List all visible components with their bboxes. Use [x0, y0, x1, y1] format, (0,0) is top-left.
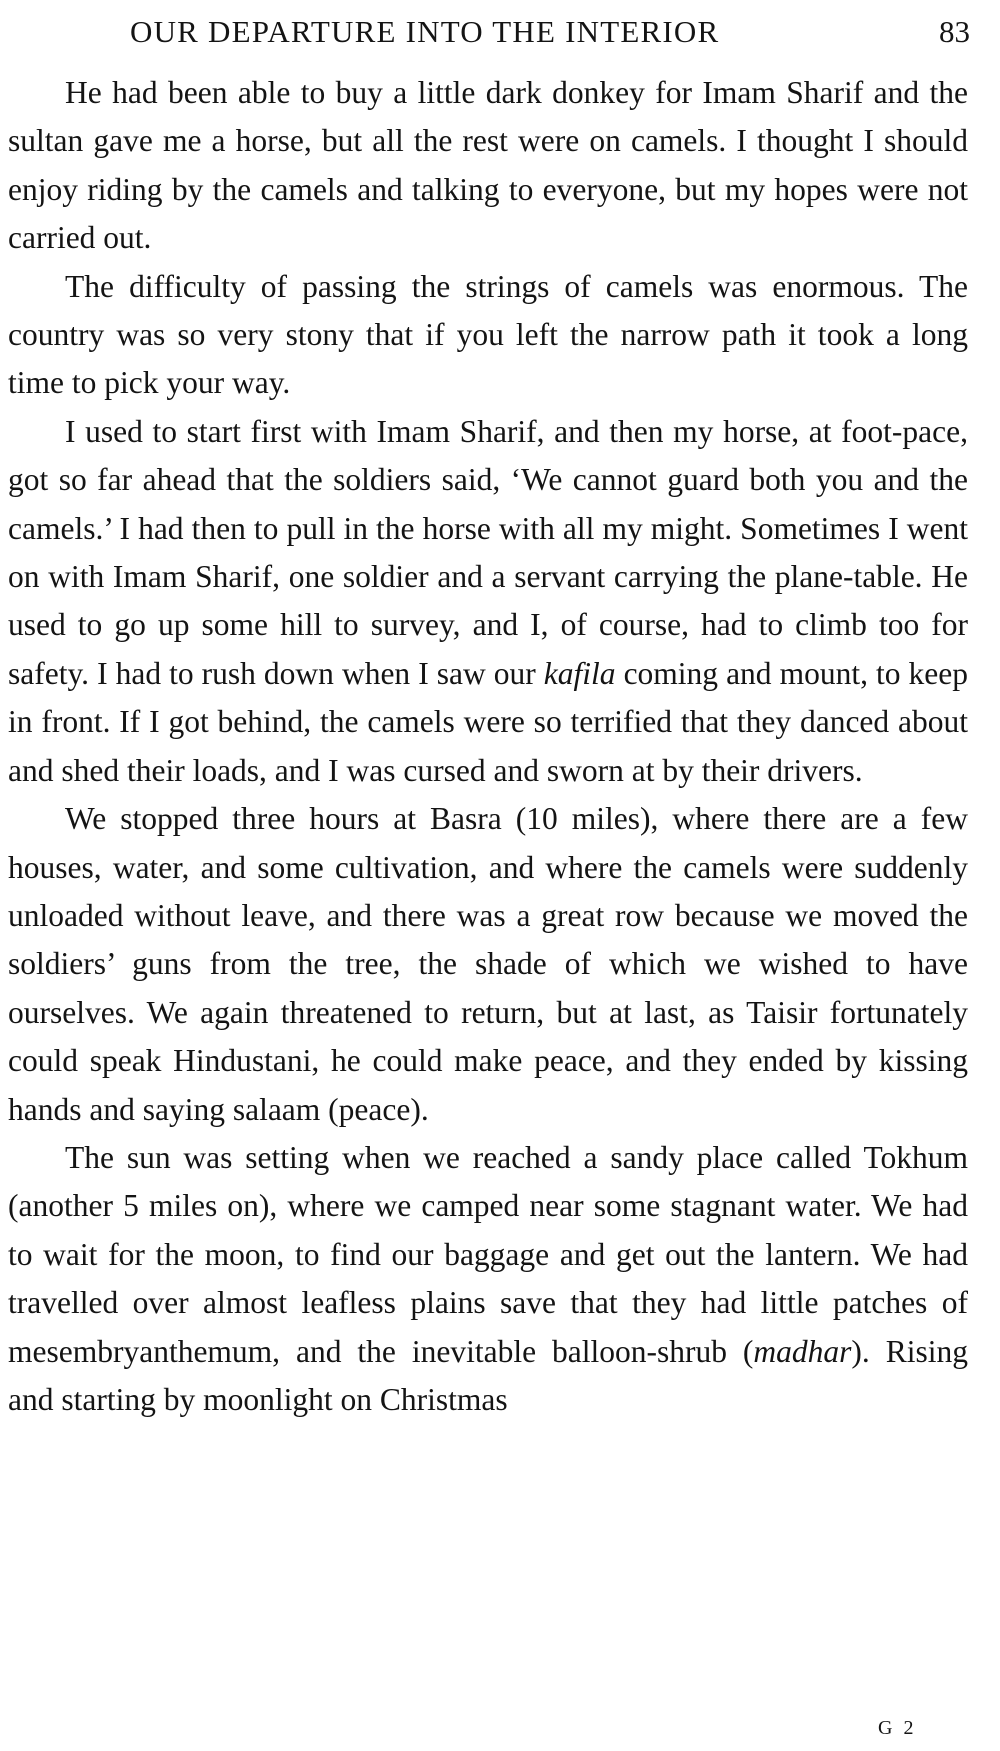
text-run: I used to start first with Imam Sharif, and then my horse, at foot-pace, got so far ahead that the soldiers said, ‘We cannot guard both you and the camels.’ I had then to pull in the horse with all my might. Sometimes I went on with Imam Sharif, one soldier and a servant carrying the plane-table. He used to go up some hill to survey, and I, of course, had to climb too for safety. I had to rush down when I saw our	[8, 413, 968, 691]
paragraph	[8, 1134, 968, 1424]
body-text	[8, 69, 968, 1424]
paragraph	[8, 795, 968, 1134]
signature-mark: G 2	[878, 1717, 917, 1739]
text-run: He had been able to buy a little dark donkey for Imam Sharif and the sultan gave me a horse, but all the rest were on camels. I thought I should enjoy riding by the camels and talking to everyone, but my hopes were not carried out.	[8, 75, 968, 256]
running-title: OUR DEPARTURE INTO THE INTERIOR	[130, 14, 720, 49]
italic-term: madhar	[753, 1333, 852, 1369]
text-run: The difficulty of passing the strings of camels was enormous. The country was so very stony that if you left the narrow path it took a long time to pick your way.	[8, 268, 968, 401]
italic-term: kafila	[543, 655, 616, 691]
page-number: 83	[939, 14, 970, 49]
text-run: We stopped three hours at Basra (10 miles), where there are a few houses, water, and some cultivation, and where the camels were suddenly unloaded without leave, and there was a great row because we moved the soldiers’ guns from the tree, the shade of which we wished to have ourselves. We again threatened to return, but at last, as Taisir fortunately could speak Hindustani, he could make peace, and they ended by kissing hands and saying salaam (peace).	[8, 801, 968, 1127]
paragraph	[8, 69, 968, 263]
text-run: The sun was setting when we reached a sandy place called Tokhum (another 5 miles on), where we camped near some stagnant water. We had to wait for the moon, to find our baggage and get out the lantern. We had travelled over almost leafless plains save that they had little patches of mesembryanthemum, and the inevitable balloon-shrub (	[8, 1139, 968, 1369]
text-run: ). Rising and starting by moonlight on Christmas	[8, 1333, 969, 1417]
text-run: coming and mount, to keep in front. If I got behind, the camels were so terrified that they danced about and shed their loads, and I was cursed and sworn at by their drivers.	[8, 655, 968, 788]
running-head	[0, 8, 1000, 56]
paragraph	[8, 263, 968, 408]
paragraph	[8, 408, 968, 795]
